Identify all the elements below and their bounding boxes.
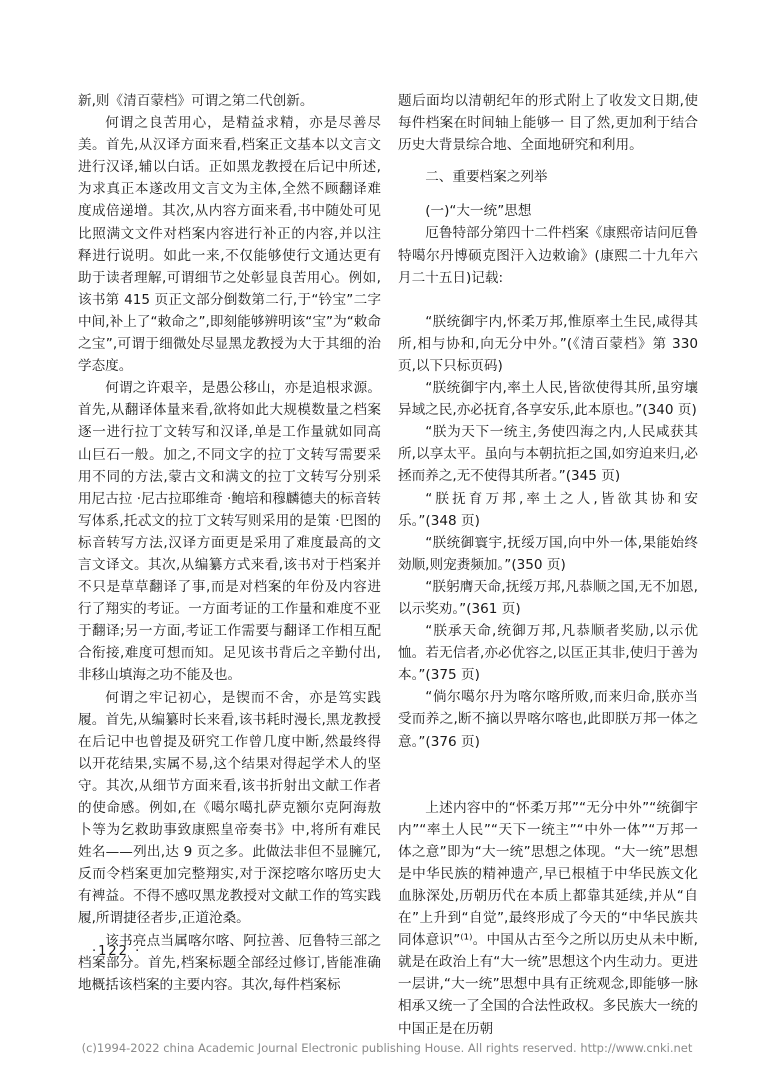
paragraph-continuation: 新,则《清百蒙档》可谓之第二代创新。 [78,93,314,109]
paragraph-highlights: 该书亮点当属喀尔喀、阿拉善、厄鲁特三部之档案部分。首先,档案标题全部经过修订,皆能准确地概括该档案的主要内容。其次,每件档案标 [78,932,381,993]
page-number: ·122 · [92,944,142,959]
paragraph-painstaking: 何谓之良苦用心，是精益求精，亦是尽善尽美。首先,从汉译方面来看,档案正文基本以文言文进行汉译,辅以白话。正如黑龙教授在后记中所述,为求真正本遂改用文言文为主体,全然不顾翻译难度成倍递增。其次,从内容方面来看,书中随处可见比照满文文件对档案内容进行补正的内容,并以注释进行说明。如此一来,不仅能够使行文通达更有助于读者理解,可谓细节之处彰显良苦用心。例如,该书第 415 页正文部分倒数第二行,于“钤宝”二字中间,补上了“敕命之”,即刻能够辨明该“宝”为“敕命之宝”,可谓于细微处尽显黑龙教授为大于其细的治学态度。 [78,115,381,375]
quote-item: “朕为天下一统主,务使四海之内,人民咸获其所,以享太平。虽向与本朝抗拒之国,如穷迫来归,必拯而养之,无不使得其所者。”(345 页) [398,424,698,485]
subsection-heading: (一)“大一统”思想 [425,203,532,220]
paragraph-original-intent: 何谓之牢记初心，是锲而不舍，亦是笃实践履。首先,从编纂时长来看,该书耗时漫长,黑龙教授在后记中也曾提及研究工作曾几度中断,然最终得以开花结果,实属不易,这个结果对得起学术人的坚守。其次,从细节方面来看,该书折射出文献工作者的使命感。例如,在《噶尔噶扎萨克额尔克阿海敖卜等为乞救助事致康熙皇帝奏书》中,将所有难民姓名——列出,达 9 页之多。此做法非但不显臃冗,反而令档案更加完整翔实,对于深挖喀尔喀历史大有裨益。不得不感叹黑龙教授对文献工作的笃实践履,所谓捷径者步,正道沧桑。 [78,689,381,927]
left-column [78,90,381,996]
paragraph-intro: 题后面均以清朝纪年的形式附上了收发文日期,使每件档案在时间轴上能够一 目了然,更加利于结合历史大背景综合地、全面地研究和利用。 [398,93,698,154]
paragraph-analysis: 上述内容中的“怀柔万邦”“无分中外”“统御宇内”“率土人民”“天下一统主”“中外一体”“万邦一体之意”即为“大一统”思想之体现。“大一统”思想是中华民族的精神遗产,早已根植于中华民族文化血脉深处,历朝历代在本质上都靠其延续,并从“自在”上升到“自觉”,最终形成了今天的“中华民族共同体意识”⁽¹⁾。中国从古至今之所以历史从未中断,就是在政治上有“大一统”思想这个内生动力。更进一层讲,“大一统”思想中具有正统观念,即能够一脉相承又统一了全国的合法性政权。多民族大一统的中国正是在历朝 [398,799,698,1037]
quote-item: “倘尔噶尔丹为喀尔喀所败,而来归命,朕亦当受而养之,断不摘以畀喀尔喀也,此即朕万邦一体之意。”(376 页) [398,689,698,750]
paragraph-lead: 厄鲁特部分第四十二件档案《康熙帝诘问厄鲁特噶尔丹博硕克图汗入边敕谕》(康熙二十九年六月二十五日)记载: [398,225,698,286]
quote-item: “朕统御寰宇,抚绥万国,向中外一体,果能始终効顺,则宠赉频加。”(350 页) [398,534,698,573]
section-heading: 二、重要档案之列举 [425,169,548,186]
spacer [398,289,698,311]
quote-item: “朕统御宇内,率土人民,皆欲使得其所,虽穷壤异域之民,亦必抚育,各享安乐,此本原也。”(340 页) [398,380,698,419]
paragraph-hardship: 何谓之许艰辛，是愚公移山，亦是追根求源。首先,从翻译体量来看,欲将如此大规模数量之档案逐一进行拉丁文转写和汉译,单是工作量就如同高山巨石一般。加之,不同文字的拉丁文转写需要采用不同的方法,蒙古文和满文的拉丁文转写分别采用尼古拉 ·尼古拉耶维奇 ·鲍培和穆麟德夫的标音转写体系,托忒文的拉丁文转写则采用的是策 ·巴图的标音转写方法,汉译方面更是采用了难度最高的文言文译文。其次,从编纂方式来看,该书对于档案并不只是草草翻译了事,而是对档案的年份及内容进行了翔实的考证。一方面考证的工作量和难度不亚于翻译;另一方面,考证工作需要与翻译工作相互配合衔接,难度可想而知。足见该书背后之辛勤付出,非移山填海之功不能及也。 [78,380,381,684]
quote-item: “朕躬膺天命,抚绥万邦,凡恭顺之国,无不加恩,以示奖劝。”(361 页) [398,578,698,617]
quote-item: “朕抚育万邦,率土之人,皆欲其协和安乐。”(348 页) [398,490,698,529]
quote-item: “朕承天命,统御万邦,凡恭顺者奖励,以示优恤。若无信者,亦必优容之,以匡正其非,使归于善为本。”(375 页) [398,623,698,684]
right-column [398,90,698,1040]
spacer [398,753,698,797]
copyright-footer: (c)1994-2022 china Academic Journal Electronic publishing House. All rights reserved. http://www.cnki.net [81,1041,693,1055]
quote-item: “朕统御宇内,怀柔万邦,惟原率土生民,咸得其所,相与协和,向无分中外。”(《清百蒙档》第 330 页,以下只标页码) [398,313,698,374]
